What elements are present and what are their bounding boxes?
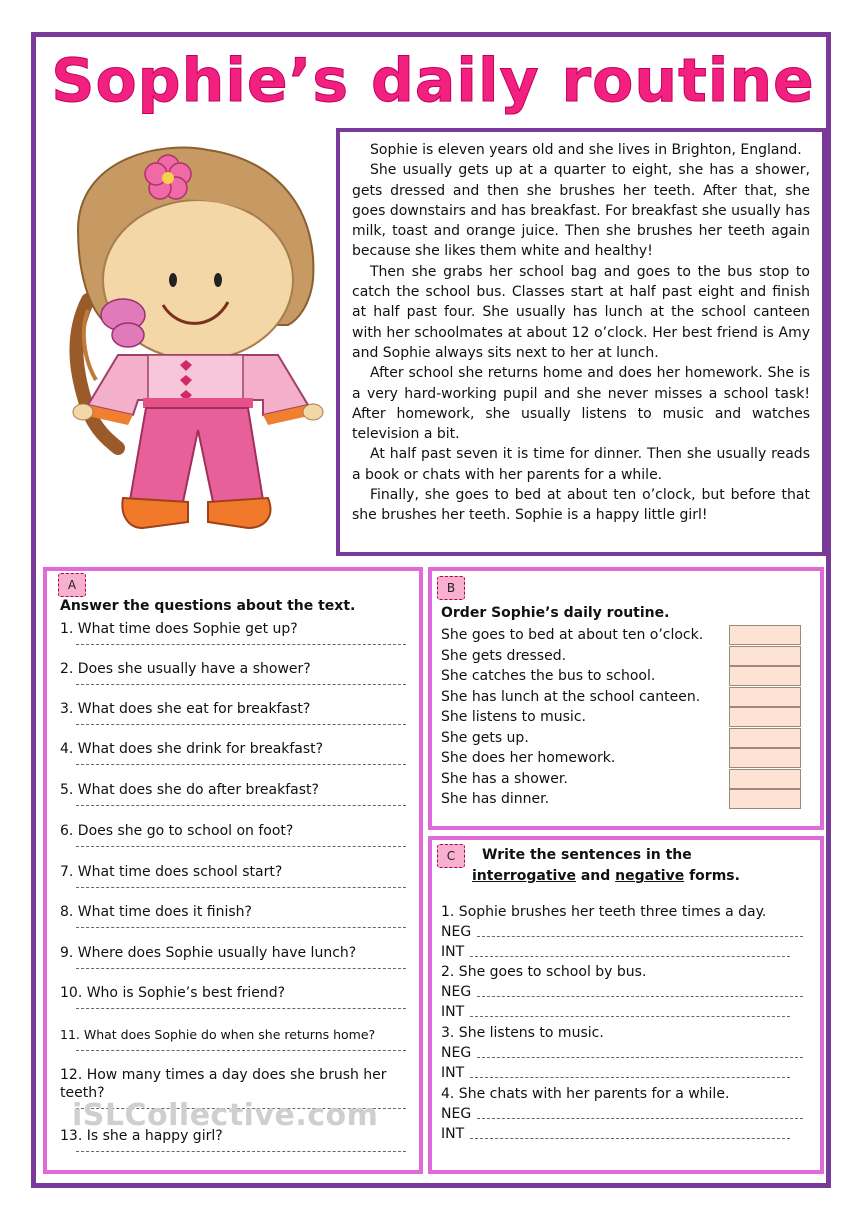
section-c-instruction-line1: Write the sentences in the — [482, 847, 692, 863]
question-item: 9. Where does Sophie usually have lunch? — [60, 944, 410, 969]
section-b-instruction: Order Sophie’s daily routine. — [441, 605, 670, 621]
int-line[interactable]: INT — [441, 1124, 790, 1144]
order-box[interactable] — [729, 728, 801, 748]
answer-line[interactable] — [76, 638, 406, 645]
answer-line[interactable] — [76, 962, 406, 969]
routine-item: She listens to music. — [441, 709, 586, 725]
routine-item: She goes to bed at about ten o’clock. — [441, 627, 704, 643]
answer-line[interactable] — [76, 758, 406, 765]
neg-line[interactable]: NEG — [441, 1043, 803, 1063]
story-paragraph: After school she returns home and does her homework. She is a very hard-working pupil and she never misses a school task! After homework, she usually listens to music and watches television a bit. — [352, 365, 810, 443]
section-b-tag: B — [437, 576, 465, 600]
order-box[interactable] — [729, 646, 801, 666]
answer-line[interactable] — [76, 718, 406, 725]
routine-item: She does her homework. — [441, 750, 616, 766]
question-item: 11. What does Sophie do when she returns home? — [60, 1026, 410, 1051]
answer-line[interactable] — [76, 1044, 406, 1051]
answer-line[interactable] — [76, 1145, 406, 1152]
story-paragraph: Then she grabs her school bag and goes to the bus stop to catch the school bus. Classes start at half past eight and finish at half past four. She usually has lunch at the school canteen with her schoolmates at about 12 o’clock. Her best friend is Amy and Sophie always sits next to her at lunch. — [352, 263, 810, 361]
order-box[interactable] — [729, 666, 801, 686]
question-item: 6. Does she go to school on foot? — [60, 822, 410, 847]
routine-item: She gets up. — [441, 729, 529, 746]
sentence: 1. Sophie brushes her teeth three times a day. — [441, 904, 767, 920]
routine-item: She catches the bus to school. — [441, 668, 656, 684]
question-item: 8. What time does it finish? — [60, 903, 410, 928]
story-paragraph: Finally, she goes to bed at about ten o’clock, but before that she brushes her teeth. Sophie is a happy little girl! — [352, 487, 810, 524]
answer-line[interactable] — [76, 799, 406, 806]
question-item: 7. What time does school start? — [60, 863, 410, 888]
word-negative: negative — [615, 868, 685, 884]
routine-item: She has dinner. — [441, 791, 550, 807]
sentence: 2. She goes to school by bus. — [441, 964, 647, 980]
word-interrogative: interrogative — [472, 868, 576, 884]
question-item: 1. What time does Sophie get up? — [60, 620, 410, 645]
story-paragraph: At half past seven it is time for dinner. Then she usually reads a book or chats with her parents for a while. — [352, 446, 810, 483]
answer-line[interactable] — [76, 1002, 406, 1009]
word-forms: forms. — [689, 868, 740, 884]
neg-line[interactable]: NEG — [441, 1104, 803, 1124]
answer-line[interactable] — [76, 881, 406, 888]
section-a-tag: A — [58, 573, 86, 597]
section-c-instruction-line2 — [472, 866, 740, 887]
order-box[interactable] — [729, 687, 801, 707]
routine-item: She gets dressed. — [441, 647, 567, 664]
neg-line[interactable]: NEG — [441, 922, 803, 942]
routine-item: She has lunch at the school canteen. — [441, 688, 701, 705]
question-item: 10. Who is Sophie’s best friend? — [60, 984, 410, 1009]
answer-line[interactable] — [76, 678, 406, 685]
order-box[interactable] — [729, 707, 801, 727]
neg-line[interactable]: NEG — [441, 982, 803, 1002]
question-item: 13. Is she a happy girl? — [60, 1127, 410, 1152]
story-paragraph: She usually gets up at a quarter to eight, she has a shower, gets dressed and then she brushes her teeth. After that, she goes downstairs and has breakfast. For breakfast she usually has milk, toast and orange juice. Then she brushes her teeth again because she likes them white and healthy! — [352, 162, 810, 260]
sentence: 4. She chats with her parents for a while. — [441, 1086, 730, 1102]
question-item: 4. What does she drink for breakfast? — [60, 740, 410, 765]
int-line[interactable]: INT — [441, 942, 790, 962]
section-c-tag: C — [437, 844, 465, 868]
answer-line[interactable] — [76, 840, 406, 847]
order-box[interactable] — [729, 748, 801, 768]
order-box[interactable] — [729, 625, 801, 645]
question-item: 12. How many times a day does she brush her teeth? — [60, 1066, 410, 1109]
order-box[interactable] — [729, 769, 801, 789]
page-title: Sophie’s daily routine — [51, 46, 815, 116]
order-box[interactable] — [729, 789, 801, 809]
answer-line[interactable] — [76, 921, 406, 928]
section-c-instruction — [472, 845, 740, 887]
word-and: and — [580, 868, 611, 884]
sentence: 3. She listens to music. — [441, 1025, 604, 1041]
int-line[interactable]: INT — [441, 1002, 790, 1022]
question-item: 5. What does she do after breakfast? — [60, 781, 410, 806]
routine-item: She has a shower. — [441, 770, 568, 787]
girl-illustration — [48, 130, 328, 550]
watermark: iSLCollective.com — [72, 1098, 379, 1133]
section-a-instruction: Answer the questions about the text. — [60, 598, 356, 614]
question-item: 2. Does she usually have a shower? — [60, 660, 410, 685]
story-paragraph: Sophie is eleven years old and she lives in Brighton, England. — [370, 142, 802, 158]
question-item: 3. What does she eat for breakfast? — [60, 700, 410, 725]
int-line[interactable]: INT — [441, 1063, 790, 1083]
story-text-box — [336, 128, 826, 556]
